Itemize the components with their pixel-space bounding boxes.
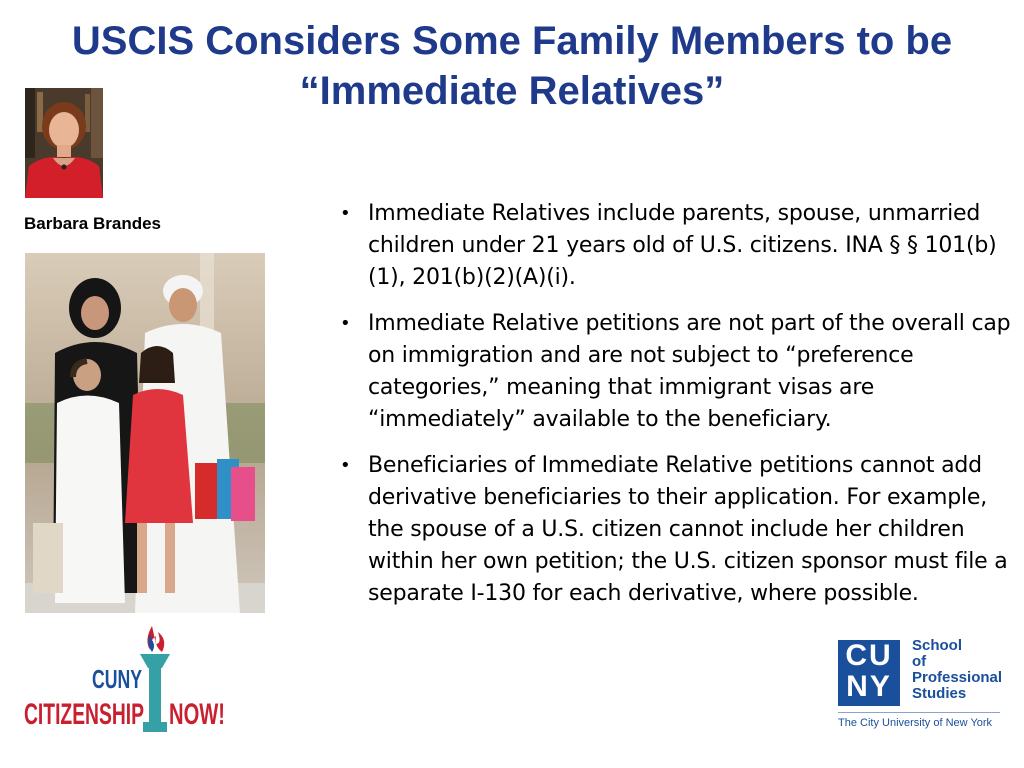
cuny-mark-top: CU <box>845 639 893 672</box>
bullet-text-1: Immediate Relatives include parents, spouse, unmarried children under 21 years old of U.S. citizens. INA § § 101(b)(1), 201(b)(2)(A)(i). <box>368 201 997 290</box>
bullet-point: • <box>340 313 351 334</box>
citizenship-now-logo-graphic <box>22 622 232 737</box>
title-line-1: USCIS Considers Some Family Members to be <box>71 19 953 63</box>
sps-line-2: of <box>912 653 927 670</box>
citizenship-now-now-text: NOW! <box>169 698 225 731</box>
cuny-mark <box>838 640 900 706</box>
sps-line-3: Professional <box>912 669 1003 686</box>
bullet-item-2 <box>338 308 1024 436</box>
family-image <box>25 253 265 613</box>
sps-divider <box>838 712 1000 713</box>
cuny-citizenship-now-logo <box>22 622 232 737</box>
presenter-name: Barbara Brandes <box>24 214 162 233</box>
cuny-sps-logo <box>836 636 1006 736</box>
bullet-point: • <box>340 455 351 476</box>
sps-line-1: School <box>912 637 963 654</box>
bullet-item-1 <box>338 198 1024 294</box>
bullet-text-2: Immediate Relative petitions are not part of the overall cap on immigration and are not subject to “preference categories,” meaning that immigrant visas are “immediately” available to the beneficiary. <box>368 311 1011 432</box>
sps-line-4: Studies <box>912 685 967 702</box>
citizenship-now-citizenship-text: CITIZENSHIP <box>24 698 144 731</box>
sps-name <box>912 638 1002 702</box>
bullet-item-3 <box>338 450 1024 610</box>
presenter-photo <box>25 88 103 198</box>
bullet-list <box>338 198 1024 624</box>
title-line-2: “Immediate Relatives” <box>299 69 725 113</box>
cuny-mark-letters <box>838 640 900 706</box>
bullet-text-3: Beneficiaries of Immediate Relative petitions cannot add derivative beneficiaries to their application. For example, the spouse of a U.S. citizen cannot include her children within her own petition; the U.S. citizen sponsor must file a separate I-130 for each derivative, where possible. <box>368 453 1008 606</box>
cuny-mark-bottom: NY <box>846 670 892 703</box>
citizenship-now-cuny-text: CUNY <box>92 664 142 694</box>
presenter-portrait-image <box>25 88 103 198</box>
sps-tagline: The City University of New York <box>838 717 993 729</box>
bullet-point: • <box>340 203 351 224</box>
family-photo <box>25 253 265 613</box>
slide-title <box>0 16 1024 116</box>
